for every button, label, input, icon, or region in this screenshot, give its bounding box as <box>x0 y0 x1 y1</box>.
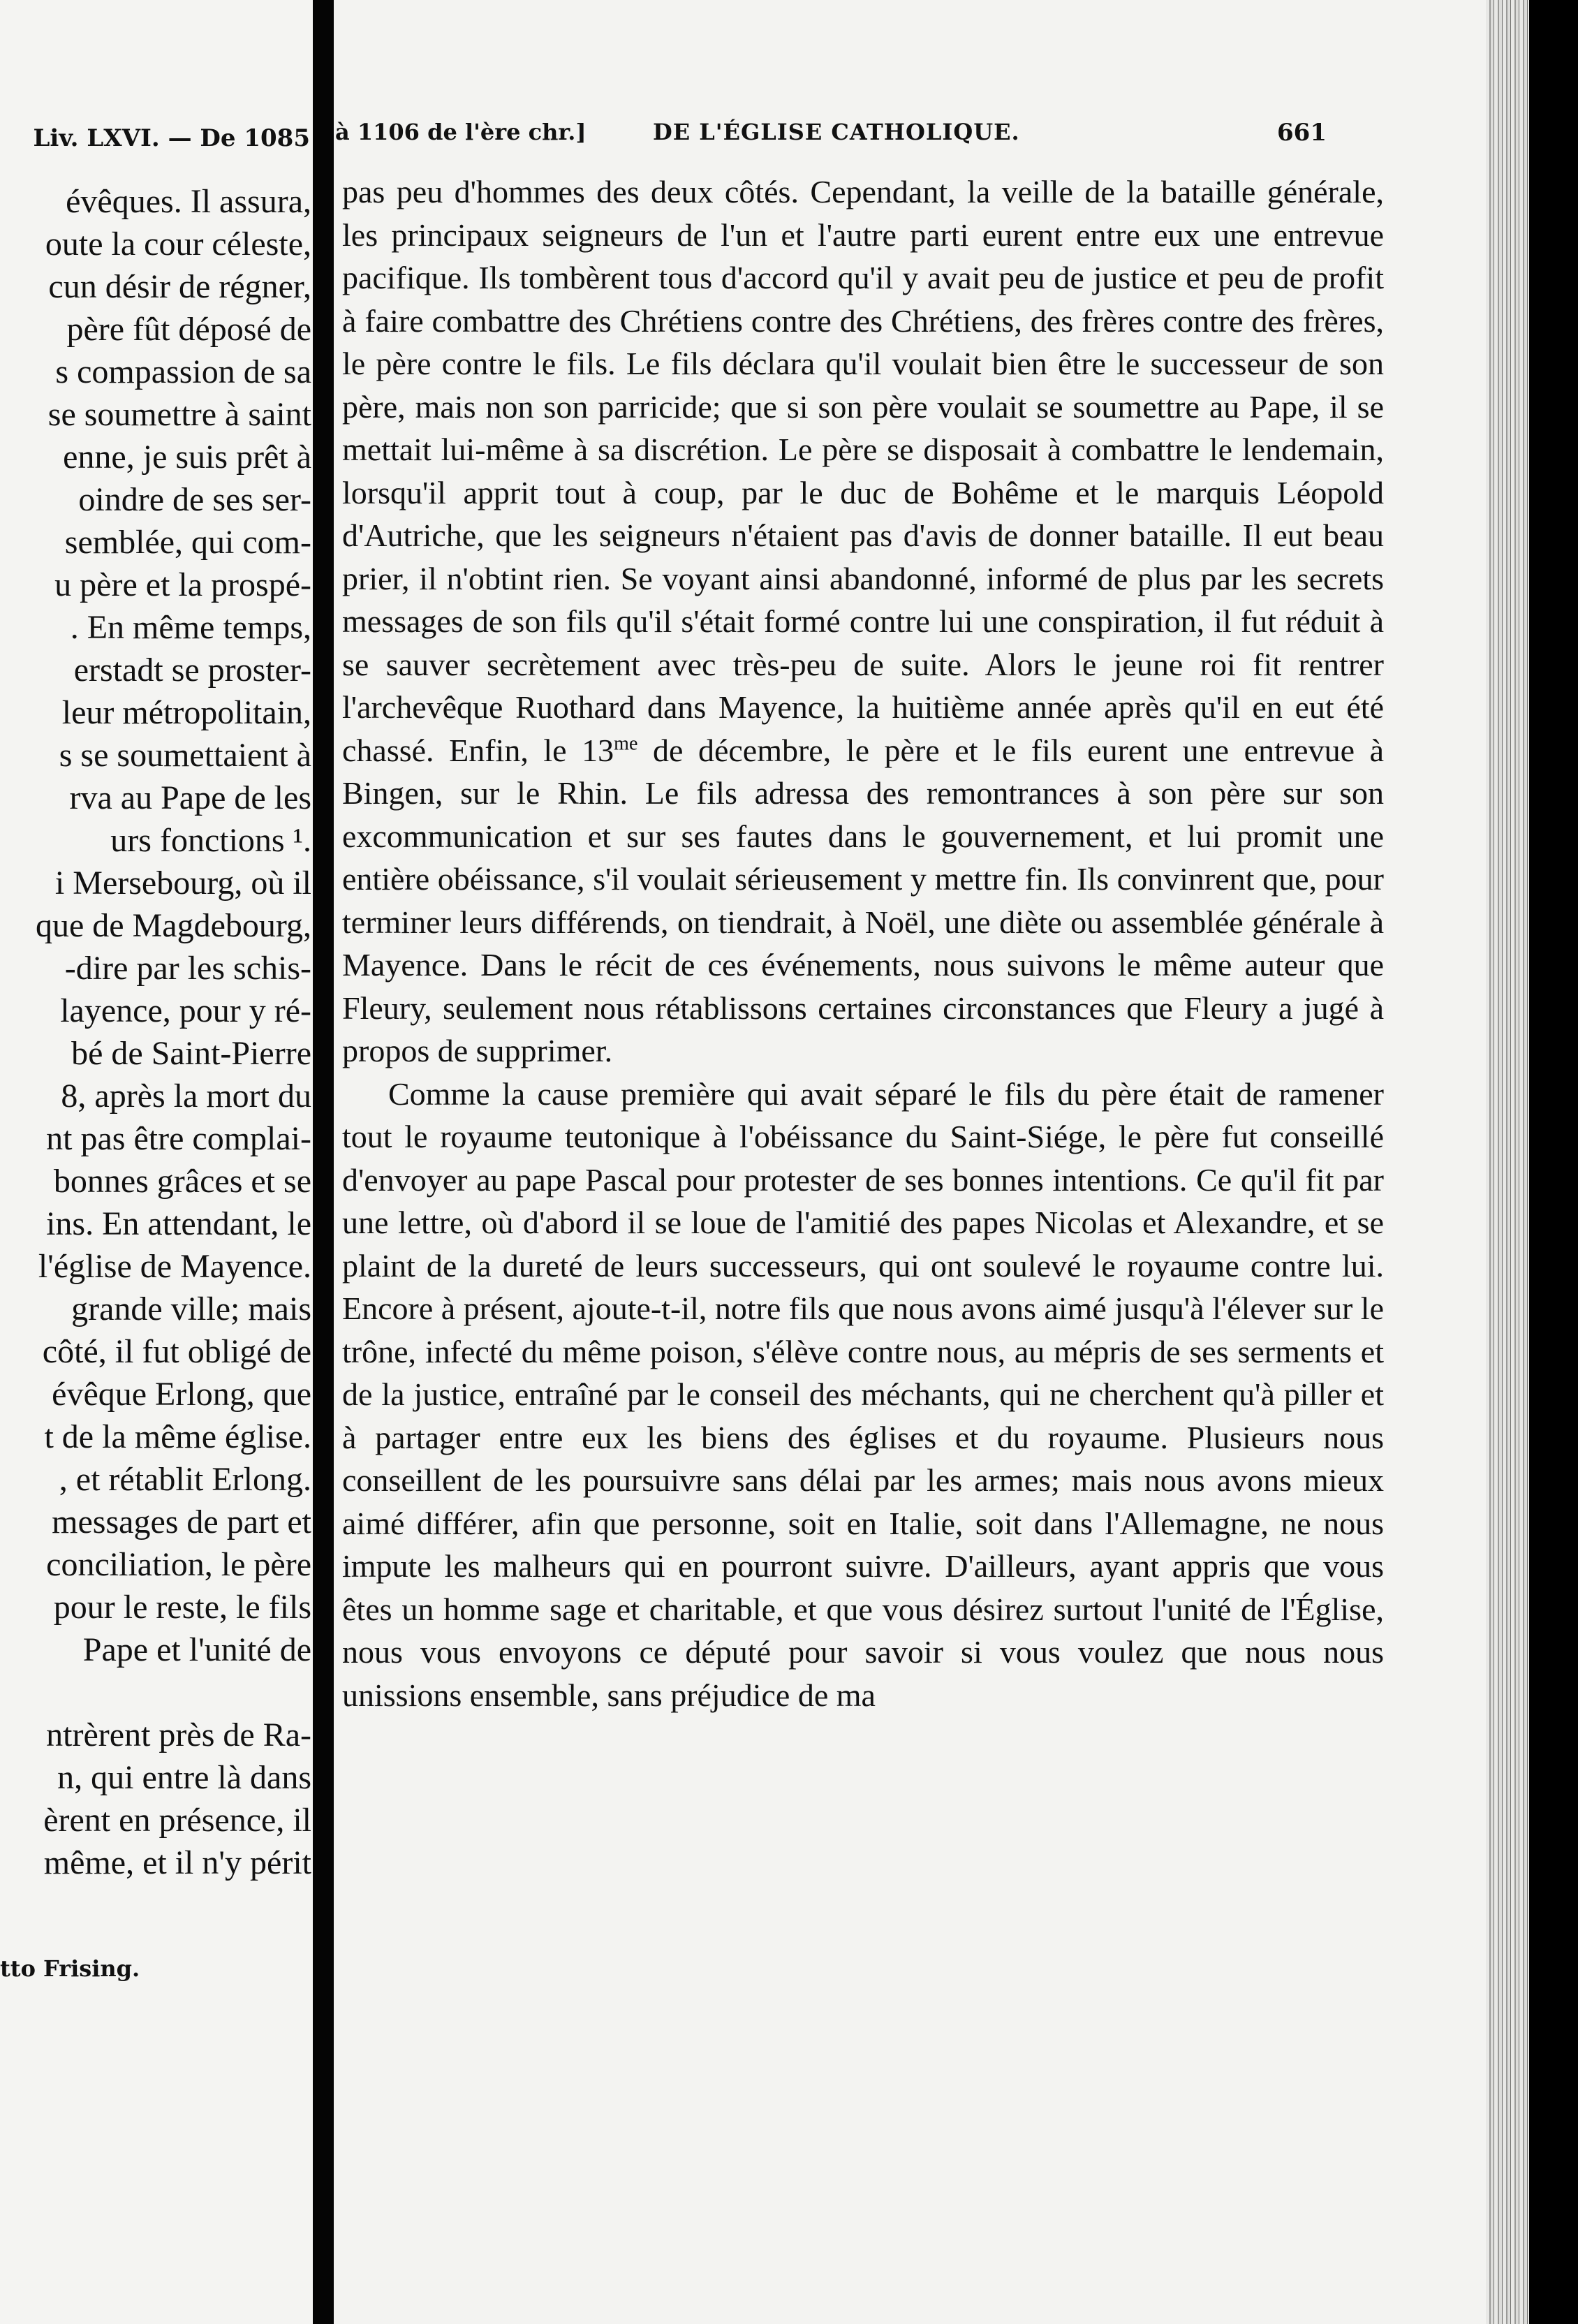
left-page-line: s compassion de sa <box>55 353 311 390</box>
left-page-line: -dire par les schis- <box>64 950 311 987</box>
header-date-range: à 1106 de l'ère chr.] <box>335 119 587 145</box>
left-page-line: bonnes grâces et se <box>53 1163 311 1200</box>
left-page-text <box>36 180 311 1884</box>
left-page-line: rva au Pape de les <box>69 779 311 816</box>
left-page-line: i Mersebourg, où il <box>54 865 311 902</box>
left-page-line: enne, je suis prêt à <box>63 439 311 476</box>
left-page-line: . En même temps, <box>70 609 311 646</box>
left-page-line: évêque Erlong, que <box>52 1376 311 1413</box>
left-page-line: 8, après la mort du <box>61 1078 311 1115</box>
left-page-line: père fût déposé de <box>66 311 311 348</box>
left-page-line: leur métropolitain, <box>61 694 311 731</box>
left-page-line: urs fonctions ¹. <box>110 822 311 859</box>
scan-border <box>1529 0 1578 2324</box>
left-page-line: même, et il n'y périt <box>43 1844 311 1881</box>
left-footnote: tto Frising. <box>0 1955 140 1982</box>
left-page-line: s se soumettaient à <box>59 737 311 774</box>
paragraph-1-continuation: de décembre, le père et le fils eurent une entrevue à Bingen, sur le Rhin. Le fils adressa des remontrances à son père sur son excommunication et sur ses fautes dans le gouvernement, et lui promit une entière obéissance, s'il voulait sérieusement y mettre fin. Ils convinrent que, pour terminer leurs différends, on tiendrait, à Noël, une diète ou assemblée générale à Mayence. Dans le récit de ces événements, nous suivons le même auteur que Fleury, seulement nous rétablissons certaines circonstances que Fleury a jugé à propos de supprimer. <box>342 732 1385 1068</box>
left-page-line: se soumettre à saint <box>47 396 311 433</box>
paragraph-1-text: pas peu d'hommes des deux côtés. Cependant, la veille de la bataille générale, les principaux seigneurs de l'un et l'autre parti eurent entre eux une entrevue pacifique. Ils tombèrent tous d'accord qu'il y avait peu de justice et peu de profit à faire combattre des Chrétiens contre des Chrétiens, des frères contre des frères, le père contre le fils. Le fils déclara qu'il voulait bien être le successeur de son père, mais non son parricide; que si son père voulait se soumettre au Pape, il se mettait lui-même à sa discrétion. Le père se disposait à combattre le lendemain, lorsqu'il apprit tout à coup, par le duc de Bohême et le marquis Léopold d'Autriche, que les seigneurs n'étaient pas d'avis de donner bataille. Il eut beau prier, il n'obtint rien. Se voyant ainsi abandonné, informé de plus par les secrets messages de son fils qu'il s'était formé contre lui une conspiration, il fut réduit à se sauver secrètement avec très-peu de suite. Alors le jeune roi fit rentrer l'archevêque Ruothard dans Mayence, la huitième année après qu'il en eut été chassé. Enfin, le 13 <box>342 174 1384 768</box>
left-page-line: semblée, qui com- <box>64 524 311 561</box>
paragraph-1 <box>342 170 1384 1073</box>
left-page-line: erstadt se proster- <box>73 652 311 689</box>
left-page-line: conciliation, le père <box>46 1546 311 1583</box>
left-page-line: ntrèrent près de Ra- <box>46 1716 311 1753</box>
left-page-line: évêques. Il assura, <box>66 183 311 220</box>
left-page-line: layence, pour y ré- <box>60 992 311 1029</box>
facing-page-left <box>0 0 313 2324</box>
left-page-line: Pape et l'unité de <box>82 1631 311 1668</box>
ordinal-superscript: me <box>614 733 638 755</box>
left-page-line <box>36 1671 311 1714</box>
left-page-line: èrent en présence, il <box>43 1802 311 1839</box>
running-header <box>335 119 1327 154</box>
header-title: DE L'ÉGLISE CATHOLIQUE. <box>653 119 1020 145</box>
left-page-line: l'église de Mayence. <box>38 1248 311 1285</box>
left-page-line: grande ville; mais <box>71 1290 311 1328</box>
left-page-line: u père et la prospé- <box>54 566 311 603</box>
page-number: 661 <box>1277 119 1327 147</box>
left-page-line: bé de Saint-Pierre <box>71 1035 311 1072</box>
left-page-line: nt pas être complai- <box>46 1120 311 1157</box>
left-running-header: Liv. LXVI. — De 1085 <box>33 124 310 152</box>
main-text <box>342 170 1384 1716</box>
left-page-line: n, qui entre là dans <box>57 1759 311 1796</box>
left-page-line: , et rétablit Erlong. <box>59 1461 311 1498</box>
left-page-line: ins. En attendant, le <box>46 1205 311 1242</box>
left-page-line: messages de part et <box>52 1503 311 1540</box>
left-page-line: oindre de ses ser- <box>78 481 311 518</box>
paragraph-2: Comme la cause première qui avait séparé le fils du père était de ramener tout le royaume teutonique à l'obéissance du Saint-Siége, le père fut conseillé d'envoyer au pape Pascal pour protester de ses bonnes intentions. Ce qu'il fit par une lettre, où d'abord il se loue de l'amitié des papes Nicolas et Alexandre, et se plaint de la dureté de leurs successeurs, qui ont soulevé le royaume contre lui. Encore à présent, ajoute-t-il, notre fils que nous avons aimé jusqu'à l'élever sur le trône, infecté du même poison, s'élève contre nous, au mépris de ses serments et de la justice, entraîné par le conseil des méchants, qui ne cherchent qu'à piller et à partager entre eux les biens des églises et du royaume. Plusieurs nous conseillent de les poursuivre sans délai par les armes; mais nous avons mieux aimé différer, afin que personne, soit en Italie, soit dans l'Allemagne, ne nous impute les malheurs qui en pourront suivre. D'ailleurs, ayant appris que vous êtes un homme sage et charitable, et que vous désirez surtout l'unité de l'Église, nous vous envoyons ce député pour savoir si vous voulez que nous nous unissions ensemble, sans préjudice de ma <box>342 1075 1384 1713</box>
left-page-line: oute la cour céleste, <box>45 226 311 263</box>
left-page-line: côté, il fut obligé de <box>42 1333 311 1370</box>
book-gutter <box>313 0 334 2324</box>
left-page-line: t de la même église. <box>44 1418 311 1455</box>
left-page-line: que de Magdebourg, <box>35 907 311 944</box>
page-edges <box>1486 0 1529 2324</box>
left-page-line: pour le reste, le fils <box>53 1589 311 1626</box>
left-page-line: cun désir de régner, <box>48 268 311 305</box>
